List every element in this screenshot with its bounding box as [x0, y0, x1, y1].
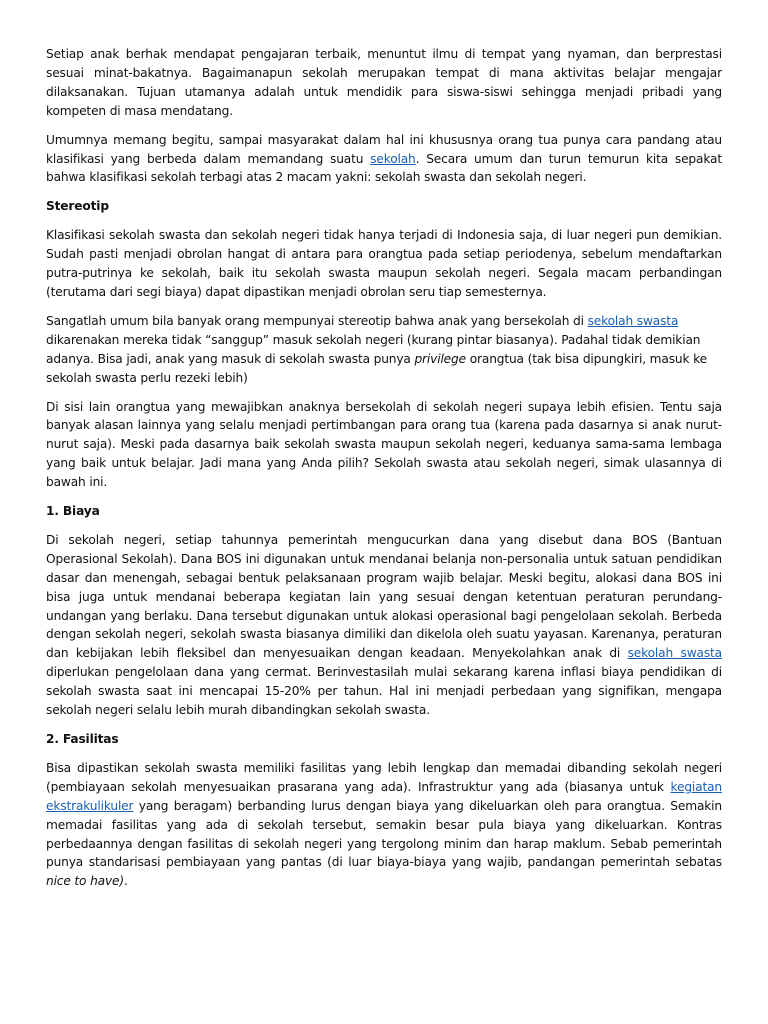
text-segment: orangtua (tak bisa dipungkiri, masuk ke sekolah swasta perlu rezeki lebih) [46, 351, 707, 385]
link-sekolah[interactable]: sekolah [370, 151, 416, 166]
text-segment: diperlukan pengelolaan dana yang cermat. Berinvestasilah mulai sekarang karena inflasi biaya pendidikan di sekolah swasta saat ini mencapai 15-20% per tahun. Hal ini menjadi perbedaan yang signifikan, mengapa sekolah negeri selalu lebih murah dibandingkan sekolah swasta. [46, 665, 722, 718]
heading-biaya: 1. Biaya [46, 504, 100, 519]
link-kegiatan-ekstrakulikuler[interactable]: kegiatan ekstrakulikuler [46, 779, 722, 813]
heading-fasilitas: 2. Fasilitas [46, 732, 119, 746]
heading-stereotip: Stereotip [46, 199, 109, 214]
paragraph-stereotip-1: Klasifikasi sekolah swasta dan sekolah negeri tidak hanya terjadi di Indonesia saja, di luar negeri pun demikian. Sudah pasti menjadi obrolan hangat di antara para orangtua pada setiap periodenya, sebelum mendaftarkan putra-putrinya ke sekolah, baik itu sekolah swasta maupun sekolah negeri. Segala macam perbandingan (terutama dari segi biaya) dapat dipastikan menjadi obrolan seru tiap semesternya. [46, 228, 722, 299]
text-segment: Di sekolah negeri, setiap tahunnya pemerintah mengucurkan dana yang disebut dana BOS (Bantuan Operasional Sekolah). Dana BOS ini digunakan untuk mendanai belanja non-personalia untuk satuan pendidikan dasar dan menengah, sebagai bentuk pelaksanaan program wajib belajar. Meski begitu, alokasi dana BOS ini bisa juga untuk mendanai beberapa kegiatan lain yang sesuai dengan ketentuan peraturan perundang-undangan yang berlaku. Dana tersebut digunakan untuk alokasi operasional bagi pengelolaan sekolah. Berbeda dengan sekolah negeri, sekolah swasta biasanya dimiliki dan dikelola oleh suatu yayasan. Karenanya, peraturan dan kebijakan lebih fleksibel dan menyesuaikan dengan keadaan. Menyekolahkan anak di [46, 532, 722, 661]
paragraph-intro: Setiap anak berhak mendapat pengajaran terbaik, menuntut ilmu di tempat yang nyaman, dan berprestasi sesuai minat-bakatnya. Bagaimanapun sekolah merupakan tempat di mana aktivitas belajar mengajar dilaksanakan. Tujuan utamanya adalah untuk mendidik para siswa-siswi sehingga menjadi pribadi yang kompeten di masa mendatang. [46, 47, 722, 118]
text-segment: . [124, 874, 128, 889]
article-body [46, 45, 722, 901]
italic-nice-to-have: nice to have) [46, 874, 125, 889]
italic-privilege: privilege [414, 351, 466, 366]
text-segment: . Secara umum dan turun temurun kita sepakat bahwa klasifikasi sekolah terbagi atas 2 macam yakni: sekolah swasta dan sekolah negeri. [46, 151, 722, 185]
text-segment: yang beragam) berbanding lurus dengan biaya yang dikeluarkan oleh para orangtua. Semakin memadai fasilitas yang ada di sekolah tersebut, semakin besar pula biaya yang dikeluarkan. Kontras perbedaannya dengan fasilitas di sekolah negeri yang tergolong minim dan harap maklum. Sebab pemerintah punya standarisasi pembiayaan yang pantas (di luar biaya-biaya yang wajib, pandangan pemerintah sebatas [46, 798, 722, 870]
text-segment: Bisa dipastikan sekolah swasta memiliki fasilitas yang lebih lengkap dan memadai dibanding sekolah negeri (pembiayaan sekolah menyesuaikan prasarana yang ada). Infrastruktur yang ada (biasanya untuk [46, 760, 722, 794]
paragraph-stereotip-3: Di sisi lain orangtua yang mewajibkan anaknya bersekolah di sekolah negeri supaya lebih efisien. Tentu saja banyak alasan lainnya yang selalu menjadi pertimbangan para orang tua (karena pada dasarnya si anak nurut-nurut saja). Meski pada dasarnya baik sekolah swasta maupun sekolah negeri, keduanya sama-sama lembaga yang baik untuk belajar. Jadi mana yang Anda pilih? Sekolah swasta atau sekolah negeri, simak ulasannya di bawah ini. [46, 399, 722, 490]
paragraph-stereotip-2 [46, 312, 722, 388]
text-segment: Umumnya memang begitu, sampai masyarakat dalam hal ini khususnya orang tua punya cara pandang atau klasifikasi yang berbeda dalam memandang suatu [46, 132, 722, 166]
paragraph-biaya [46, 531, 722, 720]
link-sekolah-swasta-2[interactable]: sekolah swasta [627, 646, 722, 661]
paragraph-classification [46, 131, 722, 188]
paragraph-fasilitas [46, 759, 722, 891]
text-segment: Sangatlah umum bila banyak orang mempunyai stereotip bahwa anak yang bersekolah di [46, 313, 588, 328]
link-sekolah-swasta[interactable]: sekolah swasta [587, 313, 679, 328]
text-segment: dikarenakan mereka tidak “sanggup” masuk sekolah negeri (kurang pintar biasanya). Padahal tidak demikian adanya. Bisa jadi, anak yang masuk di sekolah swasta punya [46, 332, 701, 366]
